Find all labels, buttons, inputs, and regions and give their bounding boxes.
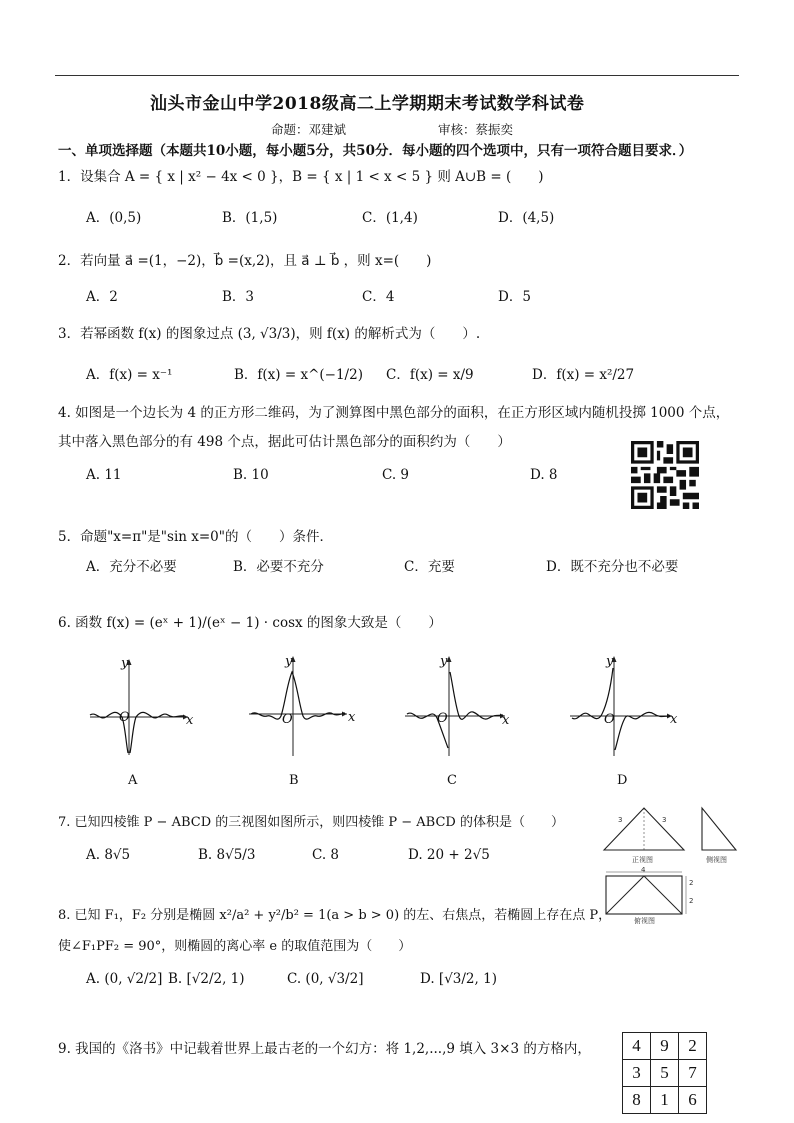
section-heading: 一、单项选择题（本题共10小题，每小题5分，共50分．每小题的四个选项中，只有一项符合题目要求．） (58, 143, 693, 159)
graph-c-caption: C (447, 773, 457, 788)
graph-c-y-label: y (440, 654, 448, 669)
q1-option-d: D．(4,5) (498, 210, 555, 226)
q8-option-c: C. (0, √3/2] (287, 971, 364, 987)
q4-option-b: B. 10 (233, 467, 269, 483)
graph-d-caption: D (617, 773, 628, 788)
graph-b (247, 652, 357, 760)
magic-cell: 6 (679, 1087, 707, 1114)
q8-stem-line2: 使∠F₁PF₂ = 90°，则椭圆的离心率 e 的取值范围为（ ） (58, 939, 412, 954)
q7-option-d: D. 20 + 2√5 (408, 847, 490, 863)
graph-d-origin: O (604, 712, 615, 727)
graph-b-y-label: y (285, 654, 293, 669)
magic-square (622, 1032, 707, 1114)
q1-option-a: A．(0,5) (86, 210, 142, 226)
q5-option-c: C．充要 (404, 559, 455, 575)
magic-cell: 9 (651, 1033, 679, 1060)
q7-stem: 7. 已知四棱锥 P − ABCD 的三视图如图所示，则四棱锥 P − ABCD 的体积是（ ） (58, 815, 564, 830)
q7-option-c: C. 8 (312, 847, 340, 863)
graph-d-x-label: x (670, 712, 678, 727)
q4-stem: 4. 如图是一个边长为 4 的正方形二维码，为了测算图中黑色部分的面积，在正方形区域内随机投掷 1000 个点， (58, 405, 730, 421)
q2-option-b: B．3 (222, 289, 255, 305)
graph-a-x-label: x (186, 713, 194, 728)
magic-cell: 7 (679, 1060, 707, 1087)
q3-stem: 3．若幂函数 f(x) 的图象过点 (3, √3/3)，则 f(x) 的解析式为（ ）. (58, 326, 481, 342)
q1-option-c: C．(1,4) (362, 210, 418, 226)
header-rule (55, 75, 739, 76)
magic-cell: 4 (623, 1033, 651, 1060)
q3-option-d: D．f(x) = x²/27 (532, 367, 635, 383)
graph-c (403, 652, 513, 760)
q3-option-c: C．f(x) = x/9 (386, 367, 474, 383)
graph-a (88, 655, 198, 760)
magic-cell: 5 (651, 1060, 679, 1087)
qr-code-image (631, 441, 699, 509)
q1-stem: 1．设集合 A = { x | x² − 4x < 0 }，B = { x | 1 < x < 5 } 则 A∪B = ( ) (58, 169, 544, 185)
graph-b-origin: O (282, 712, 293, 727)
page-title: 汕头市金山中学2018级高二上学期期末考试数学科试卷 (150, 94, 585, 114)
graph-c-origin: O (437, 711, 448, 726)
side-view-caption: 侧视图 (706, 856, 727, 864)
q9-stem: 9. 我国的《洛书》中记载着世界上最古老的一个幻方：将 1,2,...,9 填入 3×3 的方格内， (58, 1041, 591, 1057)
q5-stem: 5．命题"x=π"是"sin x=0"的（ ）条件． (58, 529, 333, 545)
three-view-depth-label: 2 (689, 879, 694, 887)
q5-option-d: D．既不充分也不必要 (546, 559, 679, 575)
q4-option-a: A. 11 (86, 467, 122, 483)
q2-option-c: C．4 (362, 289, 395, 305)
graph-c-x-label: x (502, 713, 510, 728)
q8-stem: 8. 已知 F₁，F₂ 分别是椭圆 x²/a² + y²/b² = 1(a > b > 0) 的左、右焦点，若椭圆上存在点 P， (58, 908, 612, 923)
graph-b-x-label: x (348, 710, 356, 725)
reviewer-line: 审核：蔡振奕 (438, 122, 514, 137)
magic-cell: 2 (679, 1033, 707, 1060)
q5-option-a: A．充分不必要 (86, 559, 177, 575)
graph-d-y-label: y (606, 654, 614, 669)
three-view-slant-label-2: 3 (662, 816, 667, 824)
q6-stem: 6. 函数 f(x) = (eˣ + 1)/(eˣ − 1) · cosx 的图象大致是（ ） (58, 615, 442, 631)
q1-option-b: B．(1,5) (222, 210, 278, 226)
q4-option-d: D. 8 (530, 467, 558, 483)
magic-cell: 8 (623, 1087, 651, 1114)
q8-option-b: B. [√2/2, 1) (168, 971, 245, 987)
q4-option-c: C. 9 (382, 467, 410, 483)
graph-d (568, 652, 680, 760)
q7-option-a: A. 8√5 (86, 847, 131, 863)
q4-stem-line2: 其中落入黑色部分的有 498 个点，据此可估计黑色部分的面积约为（ ） (58, 434, 511, 450)
front-view-caption: 正视图 (632, 856, 653, 864)
magic-cell: 3 (623, 1060, 651, 1087)
q2-option-d: D．5 (498, 289, 531, 305)
q8-option-d: D. [√3/2, 1) (420, 971, 497, 987)
q3-option-a: A．f(x) = x⁻¹ (86, 367, 173, 383)
graph-a-y-label: y (121, 656, 129, 671)
q2-stem: 2．若向量 a⃗ =(1，−2)，b⃗ =(x,2)，且 a⃗ ⊥ b⃗ ，则 x=( ) (58, 253, 432, 269)
q7-option-b: B. 8√5/3 (198, 847, 256, 863)
q5-option-b: B．必要不充分 (233, 559, 324, 575)
graph-a-caption: A (128, 773, 138, 788)
q3-option-b: B．f(x) = x^(−1/2) (234, 367, 363, 383)
three-view-slant-label: 3 (618, 816, 623, 824)
three-view-depth-label-2: 2 (689, 897, 694, 905)
author-line: 命题：邓建斌 (271, 122, 347, 137)
graph-a-origin: O (119, 710, 130, 725)
three-view-width-label: 4 (641, 866, 646, 874)
magic-cell: 1 (651, 1087, 679, 1114)
graph-b-caption: B (289, 773, 299, 788)
q8-option-a: A. (0, √2/2] (86, 971, 163, 987)
q2-option-a: A．2 (86, 289, 118, 305)
top-view-caption: 俯视图 (634, 917, 655, 925)
